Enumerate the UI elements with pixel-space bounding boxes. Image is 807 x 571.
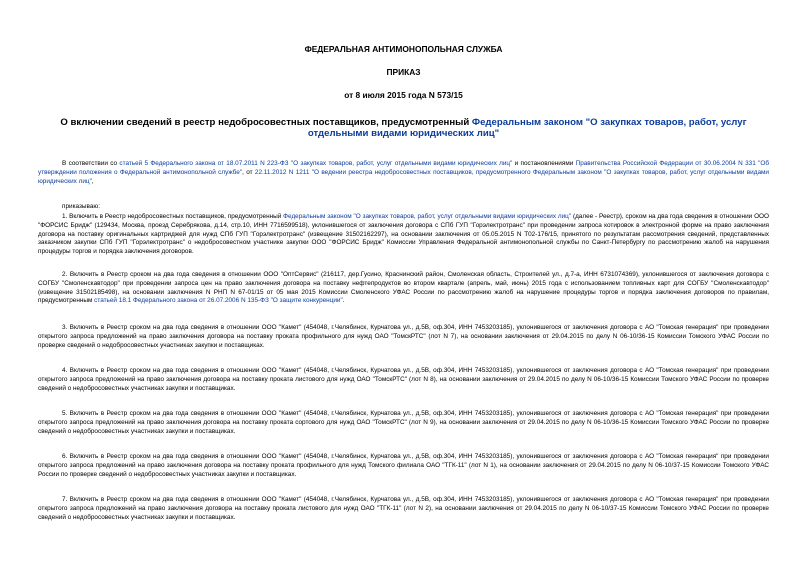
preamble-link-1211[interactable]: 22.11.2012 N 1211 "О ведении реестра недобросовестных поставщиков, предусмотренного Федеральным законом "О закупках товаров, работ, услуг отдельными видами юридических лиц" xyxy=(38,168,769,185)
preamble-link-article5[interactable]: статьей 5 Федерального закона от 18.07.2011 N 223-ФЗ "О закупках товаров, работ, услуг отдельными видами юридических лиц" xyxy=(119,160,513,167)
paragraph-1-law-link[interactable]: Федеральным законом "О закупках товаров, работ, услуг отдельными видами юридических лиц" xyxy=(283,213,572,220)
preamble-text-3: , от xyxy=(242,168,255,176)
preamble-link-government-331[interactable]: Правительства Российской Федерации от 30.06.2004 N 331 "Об утверждении положения о Федеральной антимонопольной службе" xyxy=(38,160,769,176)
paragraph-2-text-2: . xyxy=(342,297,345,305)
order-date-number: от 8 июля 2015 года N 573/15 xyxy=(344,90,463,100)
decree-line: приказываю: xyxy=(62,203,100,210)
paragraph-3: 3. Включить в Реестр сроком на два года сведения в отношении ООО "Камет" (454048, г.Челябинск, Курчатова ул., д.5В, оф.304, ИНН 7453203185), уклонившегося от заключения договора с АО "Томская генерация" при проведении открытого запроса предложений на право заключения договора на поставку проката профильного для нужд ОАО "ТомскРТС" (лот N 7), на основании заключения от 29.04.2015 по делу N 06-10/36-15 Комиссии Томского УФАС России по проверке сведений о недобросовестных участниках закупки и поставщиках. xyxy=(38,324,769,349)
paragraph-6: 6. Включить в Реестр сроком на два года сведения в отношении ООО "Камет" (454048, г.Челябинск, Курчатова ул., д.5В, оф.304, ИНН 7453203185), уклонившегося от заключения договора с АО "Томская генерация" при проведении открытого запроса предложений на право заключения договора на поставку проката профильного для нужд Томского филиала ОАО "ТГК-11" (лот N 1), на основании заключения от 29.04.2015 по делу N 06-10/37-15 Комиссии Томского УФАС России по проверке сведений о недобросовестных участниках закупки и поставщиках. xyxy=(38,453,769,478)
paragraph-5: 5. Включить в Реестр сроком на два года сведения в отношении ООО "Камет" (454048, г.Челябинск, Курчатова ул., д.5В, оф.304, ИНН 7453203185), уклонившегося от заключения договора с АО "Томская генерация" при проведении открытого запроса предложений на право заключения договора на поставку проката сортового для нужд ОАО "ТомскРТС" (лот N 9), на основании заключения от 29.04.2015 по делу N 06-10/36-15 Комиссии Томского УФАС России по проверке сведений о недобросовестных участниках закупки и поставщиках. xyxy=(38,410,769,435)
title-text: О включении сведений в реестр недобросовестных поставщиков, предусмотренный xyxy=(60,117,472,128)
paragraph-7: 7. Включить в Реестр сроком на два года сведения в отношении ООО "Камет" (454048, г.Челябинск, Курчатова ул., д.5В, оф.304, ИНН 7453203185), уклонившегося от заключения договора с АО "Томская генерация" при проведении открытого запроса предложений на право заключения договора на поставку проката листового для нужд ОАО "ТГК-11" (лот N 2), на основании заключения от 29.04.2015 по делу N 06-10/37-15 Комиссии Томского УФАС России по проверке сведений о недобросовестных участниках закупки и поставщиках. xyxy=(38,496,769,521)
paragraph-2-law-link[interactable]: статьей 18.1 Федерального закона от 26.07.2006 N 135-ФЗ "О защите конкуренции" xyxy=(94,297,343,305)
preamble-paragraph xyxy=(38,160,769,186)
paragraph-1-text-2: (далее - Реестр), сроком на два года сведения в отношении ООО "ФОРСИС Бридж" (129434, Москва, проезд Серебрякова, д.14, стр.10, ИНН 7716599518), уклонившегося от заключения договора с СПб ГУП "Горэлектротранс" при проведении запроса котировок в электронной форме на право заключения договора на поставку оригинальных картриджей для нужд СПб ГУП "Горэлектротранс" (извещение 31502162297), на основании заключения от 05.05.2015 N Т02-176/15, принятого по результатам рассмотрения сведений, представленных заказчиком закупки СПб ГУП "Горэлектротранс" о недобросовестном участнике закупки ООО "ФОРСИС Бридж" Комиссии Управления Федеральной антимонопольной службы по Санкт-Петербургу по рассмотрению жалоб на нарушения процедуры торгов и порядка заключения договоров. xyxy=(38,213,769,256)
preamble-text-1: В соответствии со xyxy=(62,160,120,167)
paragraph-2 xyxy=(38,271,769,306)
preamble-text-2: и постановлениями xyxy=(512,160,576,167)
paragraph-2-text-1: 2. Включить в Реестр сроком на два года сведения в отношении ООО "ОптСервис" (216117, дер.Гусино, Краснинский район, Смоленская область, Строителей ул., д.7-а, ИНН 6731074369), уклонившегося от заключения договора с СОГБУ "Смоленскавтодор" при проведении запроса цен на право заключения договора на поставку нефтепродуктов во втором квартале (апрель, май, июнь) 2015 года с использованием топливных карт для СОГБУ "Смоленскавтодор" (извещение 31502185498), на основании заключения N РНП N 67-01/15 от 05 мая 2015 Комиссии Смоленского УФАС России по рассмотрению жалоб на нарушение процедуры торгов и порядка заключения договоров по правилам, предусмотренным xyxy=(38,271,769,305)
paragraph-4: 4. Включить в Реестр сроком на два года сведения в отношении ООО "Камет" (454048, г.Челябинск, Курчатова ул., д.5В, оф.304, ИНН 7453203185), уклонившегося от заключения договора с АО "Томская генерация" при проведении открытого запроса предложений на право заключения договора на поставку проката листового для нужд ОАО "ТомскРТС" (лот N 8), на основании заключения от 29.04.2015 по делу N 06-10/36-15 Комиссии Томского УФАС России по проверке сведений о недобросовестных участниках закупки и поставщиках. xyxy=(38,367,769,392)
preamble-text-4: , xyxy=(91,177,94,185)
document-title xyxy=(30,117,777,139)
agency-heading: ФЕДЕРАЛЬНАЯ АНТИМОНОПОЛЬНАЯ СЛУЖБА xyxy=(304,44,503,54)
title-law-link[interactable]: Федеральным законом "О закупках товаров, работ, услуг отдельными видами юридических лиц" xyxy=(307,117,747,139)
order-heading: ПРИКАЗ xyxy=(386,67,421,77)
paragraph-1 xyxy=(38,213,769,257)
paragraph-1-text-1: 1. Включить в Реестр недобросовестных поставщиков, предусмотренный xyxy=(62,213,284,220)
